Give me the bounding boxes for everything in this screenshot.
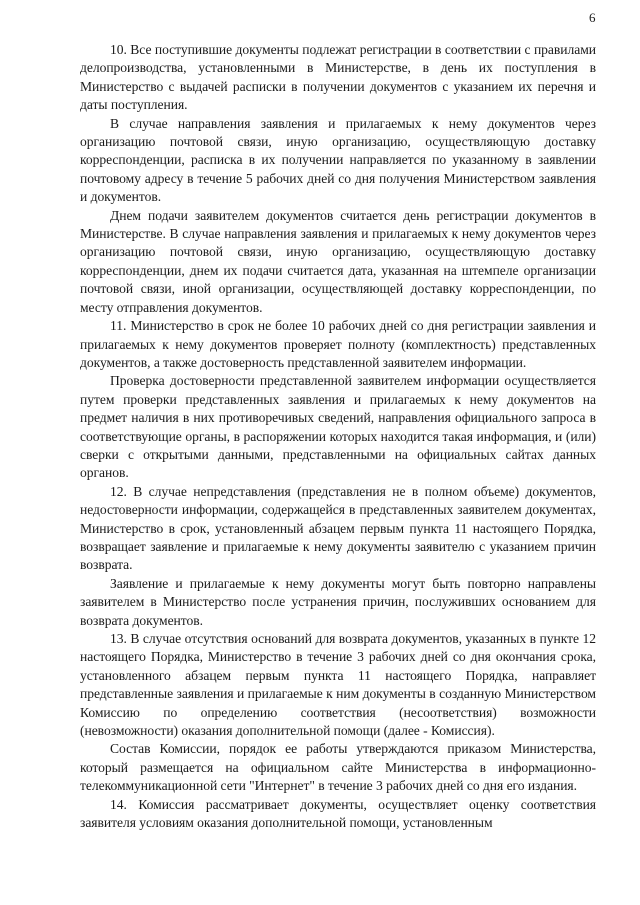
paragraph-submission-date: Днем подачи заявителем документов считается день регистрации документов в Министерстве. В случае направления заявления и прилагаемых к нему документов через организацию почтовой связи, иную организацию, осуществляющую доставку корреспонденции, днем их подачи считается дата, указанная на штемпеле организации почтовой связи, иной организации, осуществляющей доставку корреспонденции, по месту отправления документов.: [80, 207, 596, 315]
paragraph-12-return-of-documents: 12. В случае непредставления (представления не в полном объеме) документов, недостоверности информации, содержащейся в представленных заявителем документах, Министерство в срок, установленный абзацем первым пункта 11 настоящего Порядка, возвращает заявление и прилагаемые к нему документы заявителю с указанием причин возврата.: [80, 483, 596, 573]
page-number: 6: [589, 10, 596, 25]
document-body: [80, 41, 596, 832]
paragraph-resubmission: Заявление и прилагаемые к нему документы могут быть повторно направлены заявителем в Министерство после устранения причин, послуживших основанием для возврата документов.: [80, 575, 596, 628]
paragraph-reliability-check: Проверка достоверности представленной заявителем информации осуществляется путем проверки представленных заявления и прилагаемых к нему документов на предмет наличия в них противоречивых сведений, направления официального запроса в соответствующие органы, в распоряжении которых находится такая информация, и (или) сверки с открытыми данными, представленными на официальных сайтах данных органов.: [80, 373, 596, 481]
paragraph-11-completeness-check: 11. Министерство в срок не более 10 рабочих дней со дня регистрации заявления и прилагаемых к нему документов проверяет полноту (комплектность) представленных документов, а также достоверность представленной заявителем информации.: [80, 318, 596, 370]
paragraph-commission-composition: Состав Комиссии, порядок ее работы утверждаются приказом Министерства, который размещается на официальном сайте Министерства в информационно-телекоммуникационной сети "Интернет" в течение 3 рабочих дней со дня его издания.: [80, 741, 596, 794]
paragraph-14-commission-review: 14. Комиссия рассматривает документы, осуществляет оценку соответствия заявителя условиям оказания дополнительной помощи, установленным: [80, 796, 596, 831]
paragraph-postal-receipt: В случае направления заявления и прилагаемых к нему документов через организацию почтовой связи, иную организацию, осуществляющую доставку корреспонденции, расписка в их получении направляется по указанному в заявлении почтовому адресу в течение 5 рабочих дней со дня получения Министерством заявления и документов.: [80, 115, 596, 205]
paragraph-13-commission-referral: 13. В случае отсутствия оснований для возврата документов, указанных в пункте 12 настоящего Порядка, Министерство в течение 3 рабочих дней со дня окончания срока, установленного абзацем первым пункта 11 настоящего Порядка, направляет представленные заявления и прилагаемые к ним документы в созданную Министерством Комиссию по определению соответствия (несоответствия) возможности (невозможности) оказания дополнительной помощи (далее - Комиссия).: [80, 631, 596, 739]
paragraph-10-registration: 10. Все поступившие документы подлежат регистрации в соответствии с правилами делопроизводства, установленными в Министерстве, в день их поступления в Министерство с выдачей расписки в получении документов с указанием их перечня и даты поступления.: [80, 42, 596, 113]
